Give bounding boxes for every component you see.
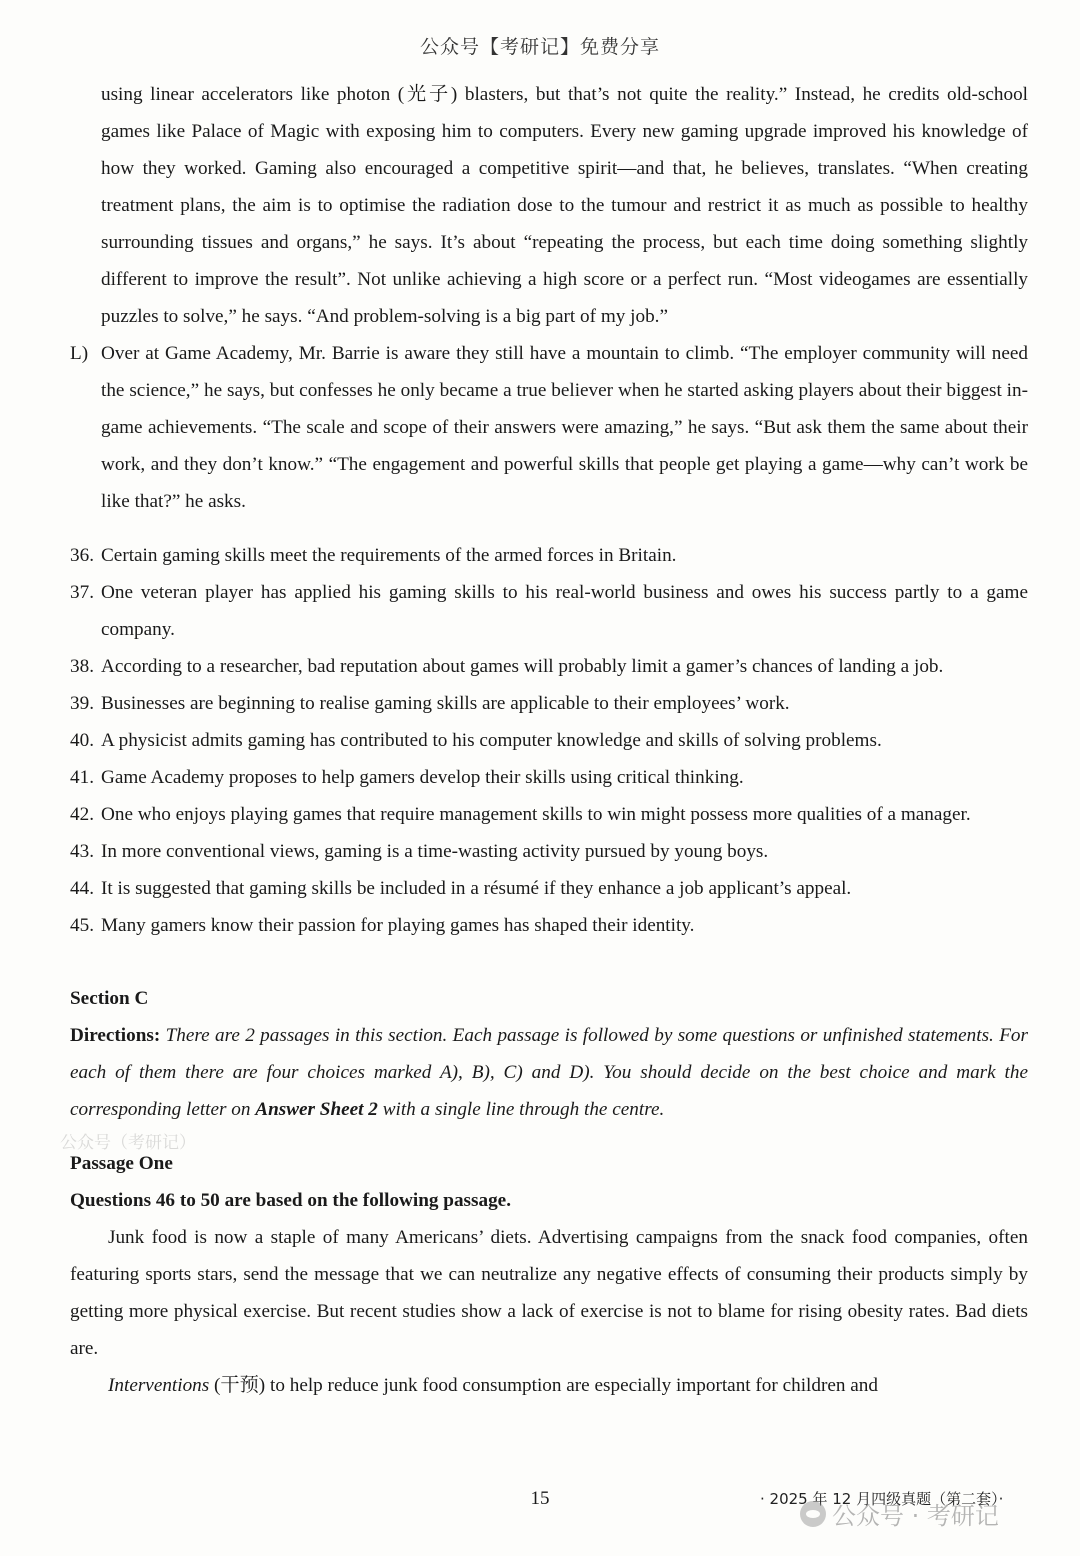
directions-label: Directions: [70, 1025, 161, 1046]
question-text: In more conventional views, gaming is a time-wasting activity pursued by young boys. [101, 841, 769, 862]
passage-one [70, 1145, 1028, 1404]
question-text: One who enjoys playing games that require management skills to win might possess more qualities of a manager. [101, 804, 971, 825]
question-number: 40. [70, 730, 94, 751]
question-text: It is suggested that gaming skills be included in a résumé if they enhance a job applicant’s appeal. [101, 878, 852, 899]
wechat-icon [800, 1501, 826, 1527]
question-text: Certain gaming skills meet the requirements of the armed forces in Britain. [101, 545, 677, 566]
question-43 [70, 833, 1028, 870]
question-text: According to a researcher, bad reputation about games will probably limit a gamer’s chances of landing a job. [101, 656, 944, 677]
question-38 [70, 648, 1028, 685]
question-40 [70, 722, 1028, 759]
question-text: Game Academy proposes to help gamers develop their skills using critical thinking. [101, 767, 744, 788]
faint-watermark: 公众号（考研记） [60, 1133, 196, 1153]
question-number: 36. [70, 545, 94, 566]
question-number: 41. [70, 767, 94, 788]
page-number: 15 [530, 1488, 550, 1509]
question-number: 44. [70, 878, 94, 899]
question-44 [70, 870, 1028, 907]
question-number: 42. [70, 804, 94, 825]
page-content [70, 76, 1028, 1404]
paragraph-2-text: (干预) to help reduce junk food consumption are especially important for children and [214, 1375, 878, 1396]
watermark-text: 公众号 · 考研记 [832, 1502, 999, 1530]
question-number: 45. [70, 915, 94, 936]
question-41 [70, 759, 1028, 796]
question-37 [70, 574, 1028, 648]
question-45 [70, 907, 1028, 944]
question-text: A physicist admits gaming has contributed to his computer knowledge and skills of solving problems. [101, 730, 882, 751]
passage-l-text: Over at Game Academy, Mr. Barrie is aware they still have a mountain to climb. “The employer community will need the science,” he says, but confesses he only became a true believer when he started asking players about their biggest in-game achievements. “The scale and scope of their answers were amazing,” he says. “But ask them the same about their work, and they don’t know.” “The engagement and powerful skills that people get playing a game—why can’t work be like that?” he asks. [101, 343, 1028, 512]
passage-one-paragraph-1: Junk food is now a staple of many Americans’ diets. Advertising campaigns from the snack food companies, often featuring sports stars, send the message that we can neutralize any negative effects of consuming their products simply by getting more physical exercise. But recent studies show a lack of exercise is not to blame for rising obesity rates. Bad diets are. [70, 1227, 1028, 1359]
question-number: 37. [70, 582, 94, 603]
question-number: 43. [70, 841, 94, 862]
question-number: 39. [70, 693, 94, 714]
exam-label: · 2025 年 12 月四级真题（第二套）· [760, 1490, 1004, 1508]
passage-one-paragraph-2 [70, 1367, 1028, 1404]
question-list [70, 537, 1028, 944]
watermark [800, 1496, 999, 1531]
interventions-term: Interventions [108, 1375, 210, 1396]
section-c-directions [70, 1017, 1028, 1128]
directions-answer-sheet: Answer Sheet 2 [255, 1099, 378, 1120]
question-text: Businesses are beginning to realise gaming skills are applicable to their employees’ work. [101, 693, 790, 714]
section-c-title: Section C [70, 988, 149, 1009]
passage-one-subtitle: Questions 46 to 50 are based on the following passage. [70, 1190, 511, 1211]
section-c [70, 980, 1028, 1128]
passage-l-label: L) [70, 343, 89, 364]
question-text: One veteran player has applied his gaming skills to his real-world business and owes his success partly to a game company. [101, 582, 1028, 640]
page-header: 公众号【考研记】免费分享 [419, 36, 660, 58]
question-text: Many gamers know their passion for playing games has shaped their identity. [101, 915, 695, 936]
question-39 [70, 685, 1028, 722]
directions-text-2: with a single line through the centre. [382, 1099, 665, 1120]
passage-l [70, 335, 1028, 520]
directions-text-1: There are 2 passages in this section. Each passage is followed by some questions or unfinished statements. For each of them there are four choices marked A), B), C) and D). You should decide on the best choice and mark the corresponding letter on [70, 1025, 1028, 1120]
question-number: 38. [70, 656, 94, 677]
question-42 [70, 796, 1028, 833]
question-36 [70, 537, 1028, 574]
passage-k-continuation: using linear accelerators like photon (光子) blasters, but that’s not quite the reality.” Instead, he credits old-school games like Palace of Magic with exposing him to computers. Every new gaming upgrade improved his knowledge of how they worked. Gaming also encouraged a competitive spirit—and that, he believes, translates. “When creating treatment plans, the aim is to optimise the radiation dose to the tumour and restrict it as much as possible to healthy surrounding tissues and organs,” he says. It’s about “repeating the process, but each time doing something slightly different to improve the result”. Not unlike achieving a high score or a perfect run. “Most videogames are essentially puzzles to solve,” he says. “And problem-solving is a big part of my job.” [101, 84, 1028, 327]
passage-one-title: Passage One [70, 1153, 173, 1174]
